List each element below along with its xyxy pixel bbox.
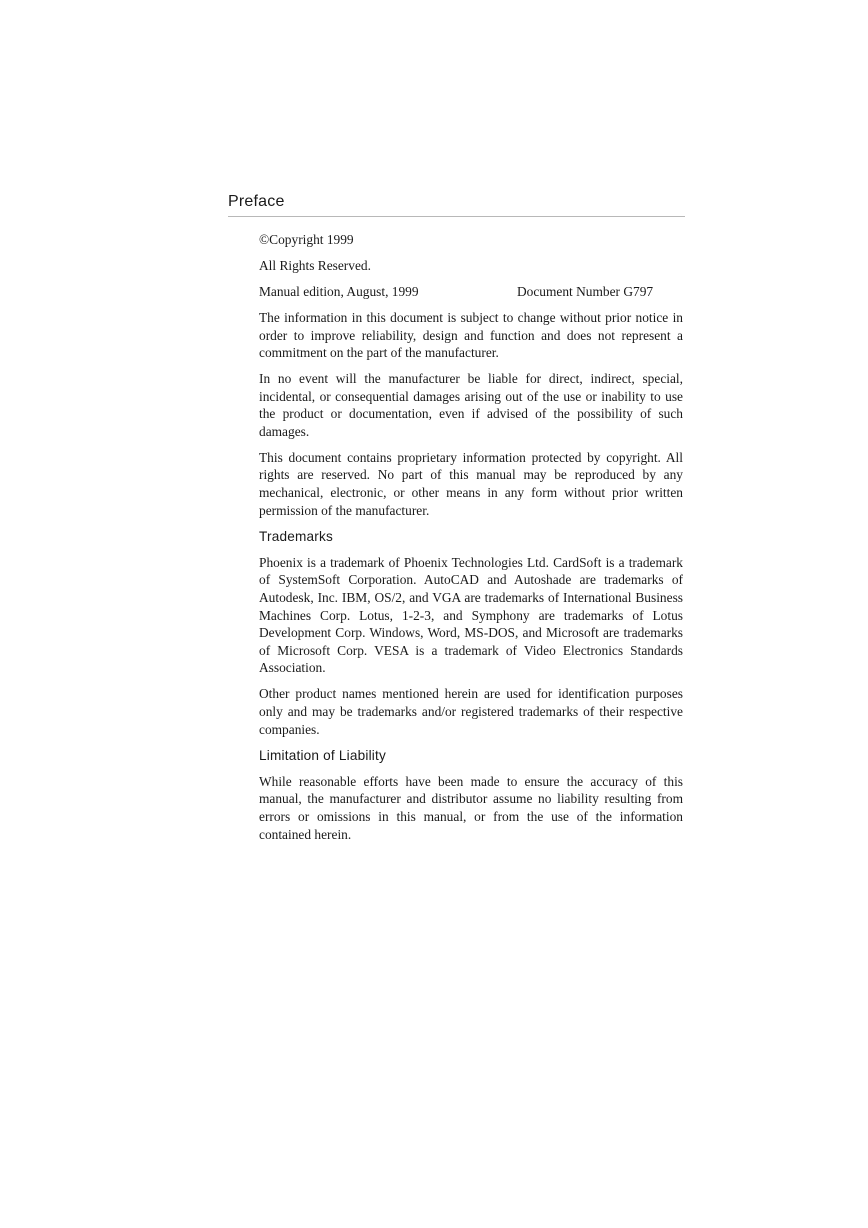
disclaimer-paragraph: The information in this document is subject to change without prior notice in order to improve reliability, design and function and does not represent a commitment on the part of the manufacturer. (259, 309, 683, 361)
proprietary-paragraph: This document contains proprietary information protected by copyright. All rights are reserved. No part of this manual may be reproduced by any mechanical, electronic, or other means in any form without prior written permission of the manufacturer. (259, 449, 683, 518)
liability-paragraph: In no event will the manufacturer be liable for direct, indirect, special, incidental, or consequential damages arising out of the use or inability to use the product or documentation, even if advised of the possibility of such damages. (259, 371, 683, 439)
trademarks-paragraph: Phoenix is a trademark of Phoenix Technologies Ltd. CardSoft is a trademark of SystemSoft Corporation. AutoCAD and Autoshade are trademarks of Autodesk, Inc. IBM, OS/2, and VGA are trademarks of International Business Machines Corp. Lotus, 1-2-3, and Symphony are trademarks of Lotus Development Corp. Windows, Word, MS-DOS, and Microsoft are trademarks of Microsoft Corp. VESA is a trademark of Video Electronics Standards Association. (259, 554, 683, 676)
heading-divider (228, 216, 685, 217)
other-products-paragraph: Other product names mentioned herein are used for identification purposes only and may be trademarks and/or registered trademarks of their respective companies. (259, 686, 683, 737)
limitation-paragraph: While reasonable efforts have been made to ensure the accuracy of this manual, the manufacturer and distributor assume no liability resulting from errors or omissions in this manual, or from the use of the information contained herein. (259, 773, 683, 842)
rights-line: All Rights Reserved. (259, 257, 371, 273)
trademarks-heading: Trademarks (259, 528, 334, 544)
copyright-line: ©Copyright 1999 (259, 232, 354, 247)
page-heading: Preface (228, 193, 285, 210)
document-number: Document Number G797 (517, 283, 654, 299)
manual-edition: Manual edition, August, 1999 (259, 283, 419, 299)
document-body (259, 231, 683, 852)
edition-row (259, 283, 683, 301)
liability-heading: Limitation of Liability (259, 747, 387, 763)
